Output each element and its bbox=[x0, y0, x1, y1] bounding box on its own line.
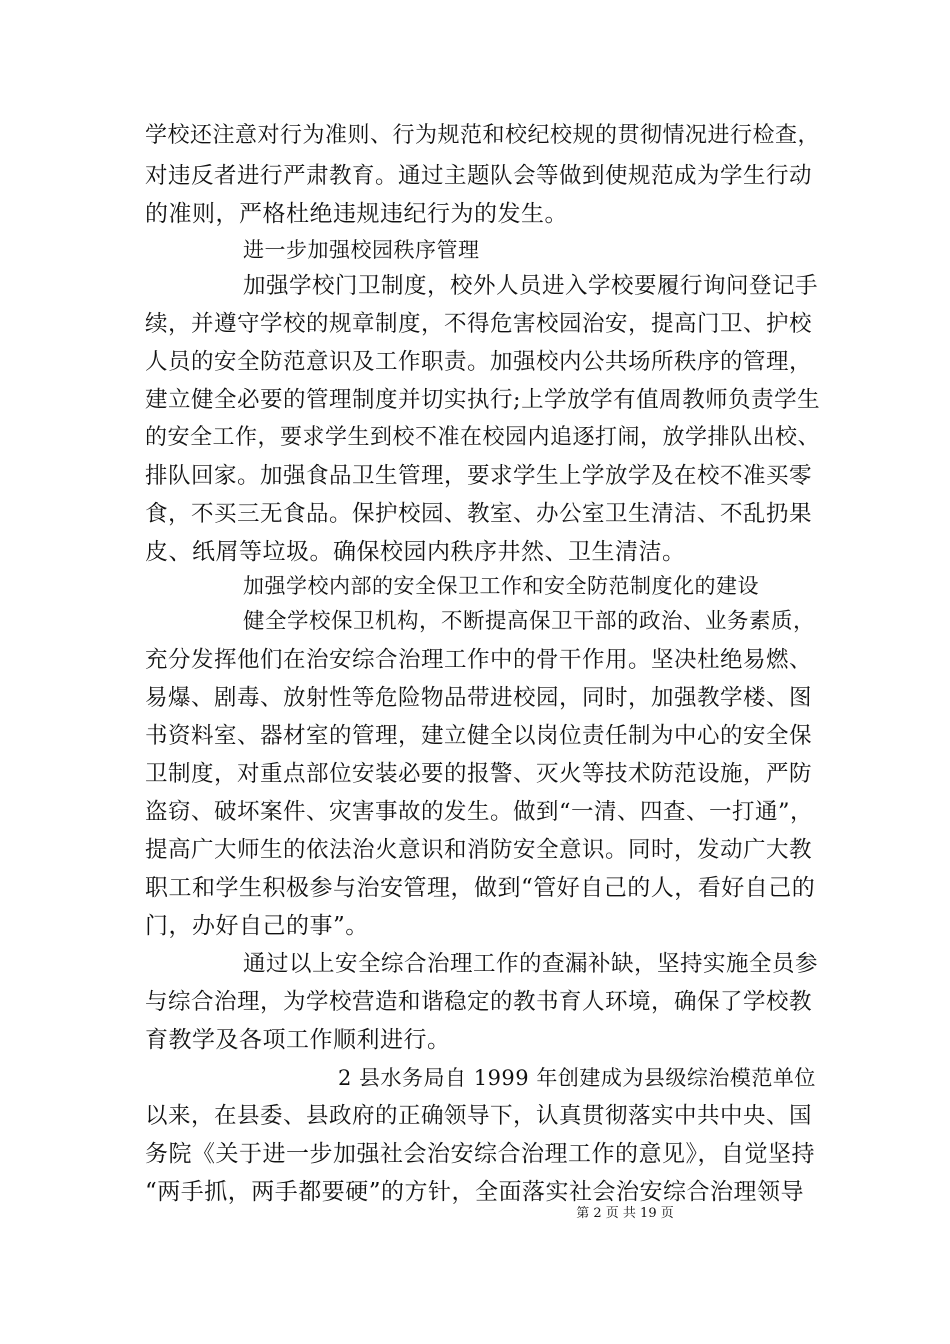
text-line: 盗窃、破坏案件、灾害事故的发生。做到“一清、四查、一打通”， bbox=[145, 799, 814, 825]
text-line: 务院《关于进一步加强社会治安综合治理工作的意见》，自觉坚持 bbox=[145, 1141, 815, 1167]
text-line: 健全学校保卫机构，不断提高保卫干部的政治、业务素质， bbox=[243, 609, 816, 634]
text-line: 皮、纸屑等垃圾。确保校园内秩序井然、卫生清洁。 bbox=[145, 539, 686, 565]
text-line: 充分发挥他们在治安综合治理工作中的骨干作用。坚决杜绝易燃、 bbox=[145, 647, 813, 673]
text-line: 建立健全必要的管理制度并切实执行;上学放学有值周教师负责学生 bbox=[145, 387, 821, 413]
text-line: “两手抓，两手都要硬”的方针，全面落实社会治安综合治理领导 bbox=[145, 1179, 805, 1205]
text-line: 以来，在县委、县政府的正确领导下，认真贯彻落实中共中央、国 bbox=[145, 1103, 813, 1129]
text-line: 易爆、剧毒、放射性等危险物品带进校园，同时，加强教学楼、图 bbox=[145, 685, 813, 711]
section-heading: 加强学校内部的安全保卫工作和安全防范制度化的建设 bbox=[243, 574, 759, 598]
page-footer bbox=[0, 1205, 950, 1223]
text-line: 育教学及各项工作顺利进行。 bbox=[145, 1027, 451, 1053]
text-line: 的安全工作，要求学生到校不准在校园内追逐打闹，放学排队出校、 bbox=[145, 425, 821, 450]
text-line: 提高广大师生的依法治火意识和消防安全意识。同时，发动广大教 bbox=[145, 837, 813, 863]
text-line: 人员的安全防范意识及工作职责。加强校内公共场所秩序的管理， bbox=[145, 349, 813, 375]
text-line: 卫制度，对重点部位安装必要的报警、灭火等技术防范设施，严防 bbox=[145, 761, 813, 787]
text-line: 对违反者进行严肃教育。通过主题队会等做到使规范成为学生行动 bbox=[145, 163, 813, 189]
text-line: 加强学校门卫制度，校外人员进入学校要履行询问登记手 bbox=[243, 273, 819, 299]
text-line: 与综合治理，为学校营造和谐稳定的教书育人环境，确保了学校教 bbox=[145, 989, 813, 1015]
text-line: 续，并遵守学校的规章制度，不得危害校园治安，提高门卫、护校 bbox=[145, 311, 813, 337]
page-number: 第 2 页 共 19 页 bbox=[576, 1206, 674, 1221]
text-line: 通过以上安全综合治理工作的查漏补缺，坚持实施全员参 bbox=[243, 951, 819, 977]
text-line: 2 县水务局自 1999 年创建成为县级综治模范单位 bbox=[338, 1066, 816, 1090]
text-line: 排队回家。加强食品卫生管理，要求学生上学放学及在校不准买零 bbox=[145, 463, 813, 489]
text-line: 的准则，严格杜绝违规违纪行为的发生。 bbox=[145, 201, 568, 227]
text-line: 门，办好自己的事”。 bbox=[145, 913, 369, 939]
text-line: 学校还注意对行为准则、行为规范和校纪校规的贯彻情况进行检查， bbox=[145, 123, 821, 148]
text-line: 食，不买三无食品。保护校园、教室、办公室卫生清洁、不乱扔果 bbox=[145, 501, 813, 527]
text-line: 书资料室、器材室的管理，建立健全以岗位责任制为中心的安全保 bbox=[145, 723, 813, 749]
section-heading: 进一步加强校园秩序管理 bbox=[243, 238, 480, 262]
text-line: 职工和学生积极参与治安管理，做到“管好自己的人，看好自己的 bbox=[145, 875, 816, 901]
